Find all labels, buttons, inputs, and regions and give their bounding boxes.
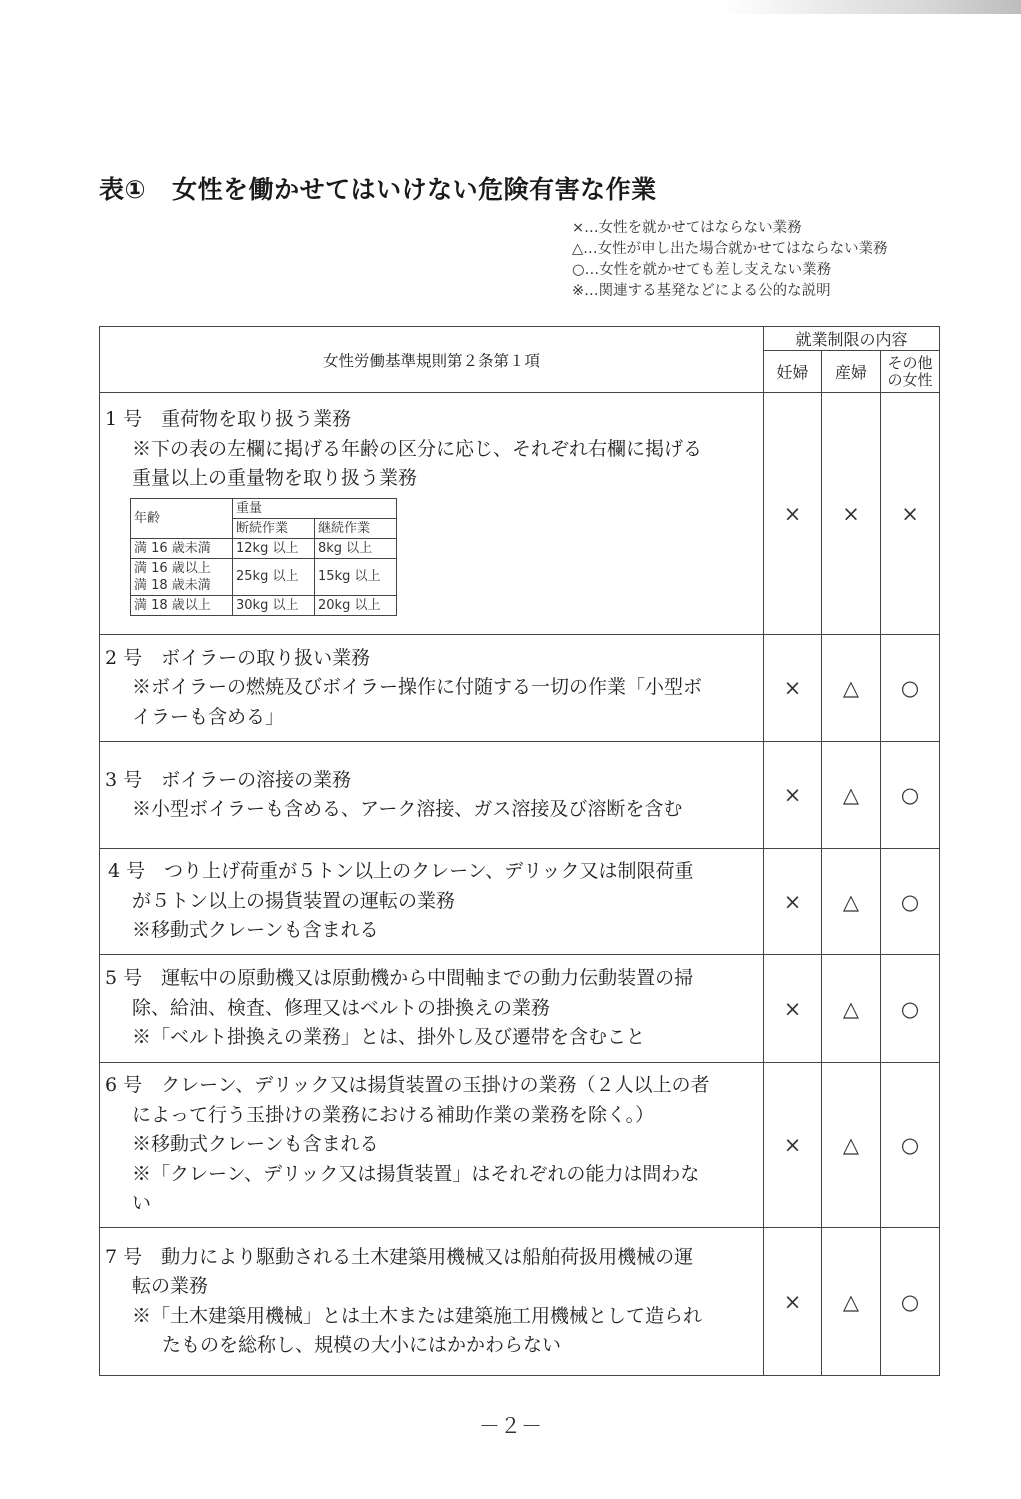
- weight-continuous-cell: 8kg 以上: [315, 538, 397, 558]
- mark-other: ○: [881, 1063, 940, 1228]
- mark-pregnant: ×: [764, 1228, 822, 1376]
- item-line: 4 号 つり上げ荷重が５トン以上のクレーン、デリック又は制限荷重: [108, 860, 694, 883]
- col-other-line1: その他: [887, 353, 933, 372]
- table-row: [100, 635, 940, 742]
- mark-other: ○: [881, 635, 940, 742]
- weight-intermittent-cell: 30kg 以上: [233, 595, 315, 615]
- mark-other: ○: [881, 849, 940, 955]
- item-line: イラーも含める」: [132, 705, 285, 728]
- mark-pregnant: ×: [764, 955, 822, 1063]
- weight-age-header: 年齢: [131, 498, 233, 538]
- mark-pregnant: ×: [764, 393, 822, 635]
- item-line: 5 号 運転中の原動機又は原動機から中間軸までの動力伝動装置の掃: [105, 967, 694, 990]
- item-line: い: [132, 1192, 152, 1215]
- item-line: 除、給油、検査、修理又はベルトの掛換えの業務: [132, 996, 551, 1019]
- weight-age-cell: 満 16 歳未満: [131, 538, 233, 558]
- item-5-cell: [100, 955, 764, 1063]
- item-line: ※「クレーン、デリック又は揚貨装置」はそれぞれの能力は問わな: [132, 1162, 700, 1185]
- legend-note: ※…関連する基発などによる公的な説明: [572, 283, 831, 299]
- item-line: 7 号 動力により駆動される土木建築用機械又は船舶荷扱用機械の運: [105, 1245, 694, 1268]
- weight-intermittent-cell: 25kg 以上: [233, 558, 315, 595]
- weight-header: 重量: [233, 498, 397, 518]
- item-line: ※移動式クレーンも含まれる: [132, 919, 379, 942]
- legend-triangle: △…女性が申し出た場合就かせてはならない業務: [572, 241, 888, 257]
- mark-postpartum: △: [822, 1063, 881, 1228]
- weight-age-cell: 満 18 歳以上: [131, 595, 233, 615]
- rule-header: 女性労働基準規則第２条第１項: [100, 327, 764, 393]
- mark-postpartum: △: [822, 742, 881, 849]
- weight-age-cell: [131, 558, 233, 595]
- item-2-cell: [100, 635, 764, 742]
- table-row: [100, 955, 940, 1063]
- mark-postpartum: △: [822, 955, 881, 1063]
- header-row-1: [100, 327, 940, 351]
- hazardous-work-table: [99, 326, 940, 1376]
- weight-row: [131, 538, 397, 558]
- mark-postpartum: △: [822, 849, 881, 955]
- item-line: ※ボイラーの燃焼及びボイラー操作に付随する一切の作業「小型ボ: [132, 676, 703, 699]
- item-line: 6 号 クレーン、デリック又は揚貨装置の玉掛けの業務（２人以上の者: [105, 1074, 710, 1097]
- weight-header-row: [131, 498, 397, 518]
- mark-postpartum: ×: [822, 393, 881, 635]
- item-line: 3 号 ボイラーの溶接の業務: [105, 768, 352, 791]
- item-1-cell: [100, 393, 764, 635]
- page-title: [99, 170, 657, 206]
- item-line: が５トン以上の揚貨装置の運転の業務: [132, 889, 456, 912]
- legend-cross: ×…女性を就かせてはならない業務: [572, 220, 802, 236]
- weight-limit-table: [130, 498, 397, 616]
- col-postpartum: 産婦: [822, 351, 881, 393]
- weight-age-line: 満 18 歳未満: [134, 577, 211, 593]
- col-other-line2: の女性: [887, 370, 933, 389]
- weight-intermittent-cell: 12kg 以上: [233, 538, 315, 558]
- weight-intermittent-header: 断続作業: [233, 518, 315, 538]
- table-row: [100, 742, 940, 849]
- scan-edge-shade: [720, 0, 1021, 14]
- weight-row: [131, 558, 397, 595]
- item-4-cell: [100, 849, 764, 955]
- restriction-header: 就業制限の内容: [764, 327, 940, 351]
- mark-pregnant: ×: [764, 849, 822, 955]
- item-line: ※小型ボイラーも含める、アーク溶接、ガス溶接及び溶断を含む: [132, 798, 683, 820]
- col-pregnant: 妊婦: [764, 351, 822, 393]
- item-6-cell: [100, 1063, 764, 1228]
- title-text: 女性を働かせてはいけない危険有害な作業: [172, 175, 657, 204]
- table-row: [100, 1228, 940, 1376]
- weight-row: [131, 595, 397, 615]
- mark-pregnant: ×: [764, 635, 822, 742]
- mark-postpartum: △: [822, 1228, 881, 1376]
- item-line: によって行う玉掛けの業務における補助作業の業務を除く。）: [132, 1103, 655, 1126]
- table-row: [100, 393, 940, 635]
- mark-pregnant: ×: [764, 1063, 822, 1228]
- item-line: ※「ベルト掛換えの業務」とは、掛外し及び遷帯を含むこと: [132, 1026, 646, 1049]
- mark-other: ○: [881, 1228, 940, 1376]
- page-number: －２－: [479, 1414, 542, 1438]
- mark-other: ○: [881, 742, 940, 849]
- mark-other: ○: [881, 955, 940, 1063]
- weight-continuous-cell: 15kg 以上: [315, 558, 397, 595]
- table-row: [100, 1063, 940, 1228]
- symbol-legend: [572, 218, 888, 302]
- item-line: ※「土木建築用機械」とは土木または建築施工用機械として造られ: [132, 1304, 703, 1327]
- col-other-women: [881, 351, 940, 393]
- item-line: ※下の表の左欄に掲げる年齢の区分に応じ、それぞれ右欄に掲げる: [132, 437, 703, 460]
- weight-age-line: 満 16 歳以上: [134, 560, 211, 576]
- item-7-cell: [100, 1228, 764, 1376]
- item-line: 転の業務: [132, 1275, 209, 1297]
- mark-other: ×: [881, 393, 940, 635]
- weight-continuous-header: 継続作業: [315, 518, 397, 538]
- mark-pregnant: ×: [764, 742, 822, 849]
- mark-postpartum: △: [822, 635, 881, 742]
- table-row: [100, 849, 940, 955]
- item-line: たものを総称し、規模の大小にはかかわらない: [162, 1334, 562, 1356]
- item-line: ※移動式クレーンも含まれる: [132, 1133, 379, 1156]
- table-number: 表①: [99, 175, 147, 204]
- item-line: 1 号 重荷物を取り扱う業務: [105, 408, 352, 431]
- item-3-cell: [100, 742, 764, 849]
- legend-circle: ○…女性を就かせても差し支えない業務: [572, 262, 832, 278]
- item-line: 2 号 ボイラーの取り扱い業務: [105, 646, 371, 669]
- weight-continuous-cell: 20kg 以上: [315, 595, 397, 615]
- item-line: 重量以上の重量物を取り扱う業務: [132, 467, 418, 490]
